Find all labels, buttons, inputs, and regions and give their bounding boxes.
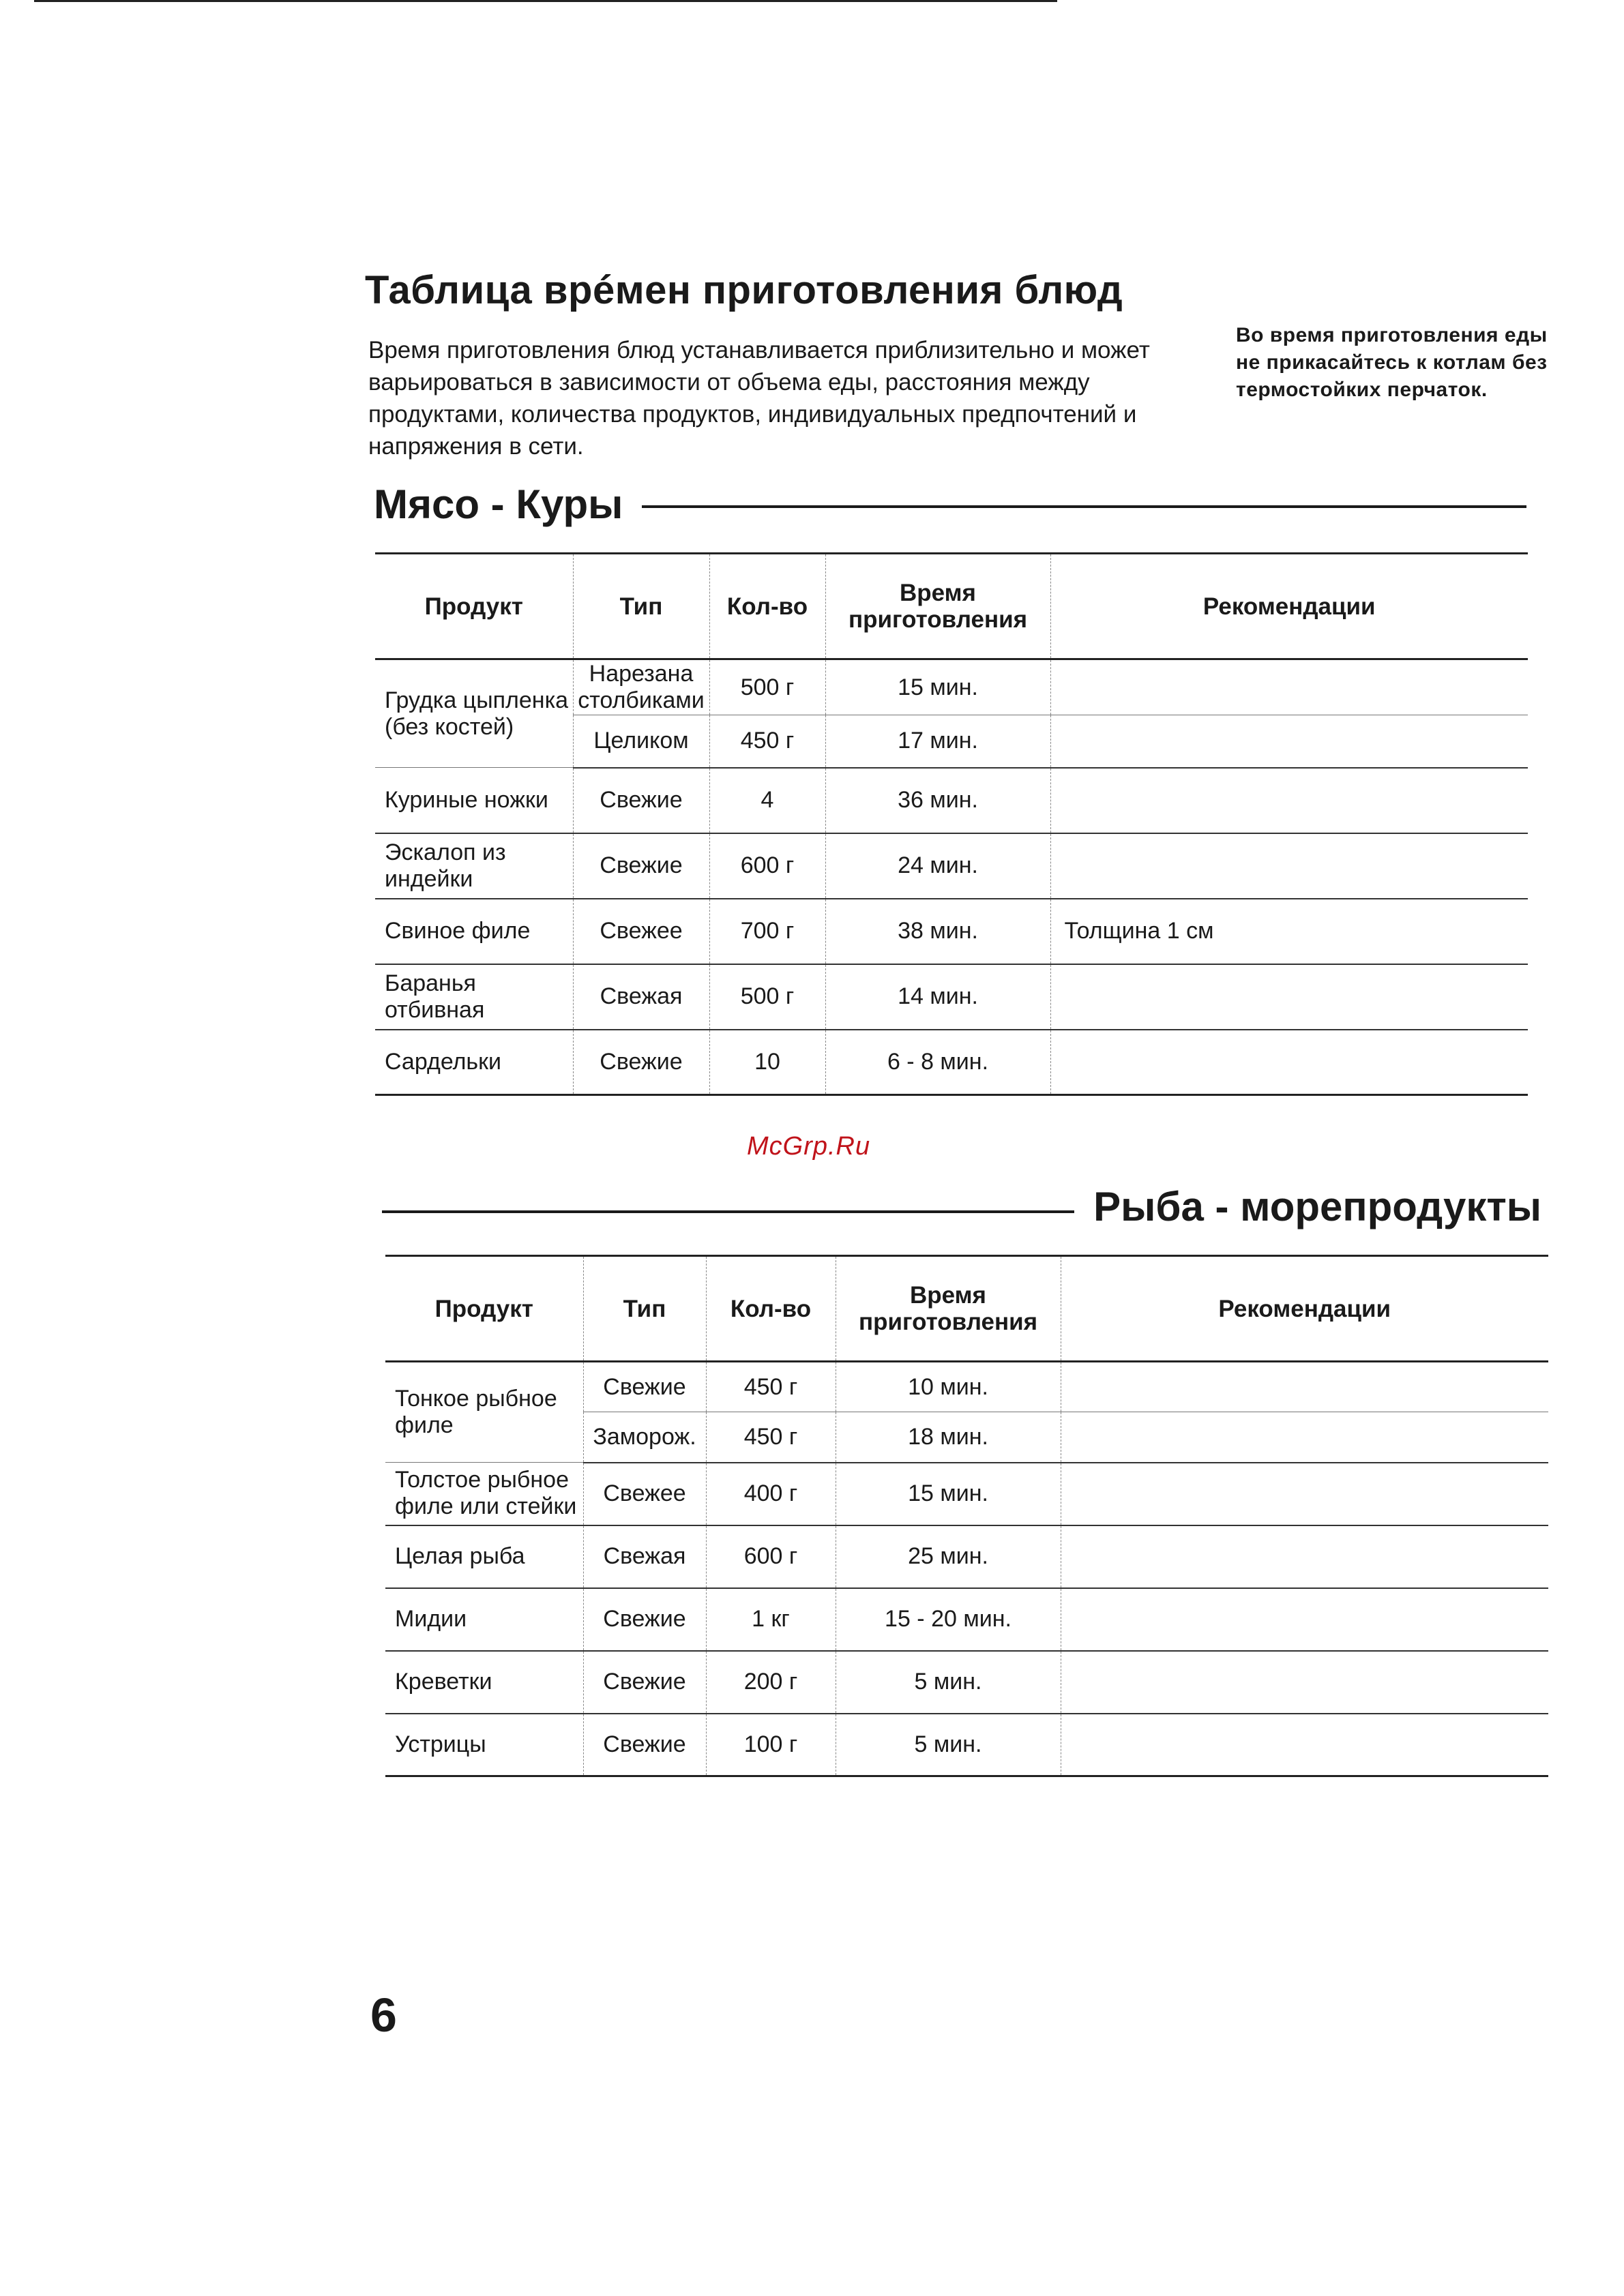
meat-cooking-table [375,552,1528,1096]
cell-type: Свежая [573,964,709,1030]
cell-qty: 10 [709,1030,825,1095]
cell-qty: 500 г [709,964,825,1030]
cell-qty: 4 [709,768,825,833]
cell-time: 15 - 20 мин. [836,1588,1061,1651]
cell-time: 18 мин. [836,1412,1061,1463]
cell-product: Устрицы [385,1714,583,1776]
fish-heading-text: Рыба - морепродукты [1093,1184,1541,1229]
table-row [385,1463,1548,1525]
cell-time: 5 мин. [836,1714,1061,1776]
meat-section-heading [374,481,1526,528]
cell-product: Целая рыба [385,1525,583,1588]
table-row [375,1030,1528,1095]
cell-recommendation [1050,768,1528,833]
table-row [385,1362,1548,1412]
meat-heading-text: Мясо - Куры [374,481,623,527]
col-rec-header: Рекомендации [1050,554,1528,659]
cell-time: 17 мин. [825,715,1050,768]
cell-recommendation [1050,964,1528,1030]
cell-product: Эскалоп из индейки [375,833,573,899]
cell-recommendation [1050,715,1528,768]
cell-type: Свежее [573,899,709,964]
table-row [385,1588,1548,1651]
cell-qty: 1 кг [706,1588,836,1651]
watermark: McGrp.Ru [747,1132,871,1161]
cell-time: 25 мин. [836,1525,1061,1588]
cell-time: 6 - 8 мин. [825,1030,1050,1095]
col-qty-header: Кол-во [706,1256,836,1362]
col-product-header: Продукт [385,1256,583,1362]
col-qty-header: Кол-во [709,554,825,659]
cell-recommendation [1061,1412,1548,1463]
cell-time: 5 мин. [836,1651,1061,1714]
cell-qty: 600 г [709,833,825,899]
table-row [375,659,1528,715]
cell-type: Нарезана столбиками [573,659,709,715]
cell-qty: 400 г [706,1463,836,1525]
cell-recommendation [1061,1714,1548,1776]
cell-type: Целиком [573,715,709,768]
table-row [375,833,1528,899]
cell-time: 36 мин. [825,768,1050,833]
cell-recommendation [1050,659,1528,715]
cell-time: 14 мин. [825,964,1050,1030]
cell-qty: 100 г [706,1714,836,1776]
cell-product: Баранья отбивная [375,964,573,1030]
col-time-header: Время приготовления [825,554,1050,659]
page-title: Таблица врéмен приготовления блюд [365,268,1123,312]
meat-heading-rule [642,505,1526,508]
cell-recommendation [1061,1525,1548,1588]
cell-time: 15 мин. [825,659,1050,715]
cell-product: Тонкое рыбное филе [385,1362,583,1463]
col-time-header: Время приготовления [836,1256,1061,1362]
fish-table-body [385,1362,1548,1776]
cell-recommendation [1061,1362,1548,1412]
cell-product: Грудка цыпленка (без костей) [375,659,573,768]
col-type-header: Тип [583,1256,706,1362]
table-row [385,1525,1548,1588]
cell-type: Свежие [573,768,709,833]
cell-type: Заморож. [583,1412,706,1463]
cell-time: 38 мин. [825,899,1050,964]
table-row [375,899,1528,964]
cell-type: Свежая [583,1525,706,1588]
col-type-header: Тип [573,554,709,659]
cell-qty: 200 г [706,1651,836,1714]
cell-product: Сардельки [375,1030,573,1095]
cell-type: Свежие [573,1030,709,1095]
cell-qty: 450 г [706,1362,836,1412]
fish-cooking-table [385,1255,1548,1777]
fish-heading-rule [382,1210,1074,1213]
page-number: 6 [370,1988,397,2042]
cell-recommendation [1061,1588,1548,1651]
cell-type: Свежие [583,1588,706,1651]
fish-section-heading [382,1183,1541,1230]
table-row [375,964,1528,1030]
cell-recommendation [1061,1651,1548,1714]
cell-product: Толстое рыбное филе или стейки [385,1463,583,1525]
cell-time: 10 мин. [836,1362,1061,1412]
scan-top-edge-line [34,0,1057,2]
cell-recommendation [1050,833,1528,899]
safety-note: Во время приготовления еды не прикасайтесь к котлам без термостойких перчаток. [1236,324,1548,401]
cell-qty: 600 г [706,1525,836,1588]
col-rec-header: Рекомендации [1061,1256,1548,1362]
cell-recommendation [1050,1030,1528,1095]
cell-type: Свежие [573,833,709,899]
cell-qty: 450 г [706,1412,836,1463]
table-header-row [385,1256,1548,1362]
cell-time: 15 мин. [836,1463,1061,1525]
cell-recommendation: Толщина 1 см [1050,899,1528,964]
cell-type: Свежее [583,1463,706,1525]
meat-table-body [375,659,1528,1095]
cell-qty: 450 г [709,715,825,768]
cell-qty: 500 г [709,659,825,715]
cell-recommendation [1061,1463,1548,1525]
cell-type: Свежие [583,1651,706,1714]
col-product-header: Продукт [375,554,573,659]
table-row [375,768,1528,833]
cell-product: Свиное филе [375,899,573,964]
table-header-row [375,554,1528,659]
cell-type: Свежие [583,1362,706,1412]
cell-product: Креветки [385,1651,583,1714]
table-row [385,1651,1548,1714]
table-row [385,1714,1548,1776]
cell-time: 24 мин. [825,833,1050,899]
cell-qty: 700 г [709,899,825,964]
cell-type: Свежие [583,1714,706,1776]
cell-product: Мидии [385,1588,583,1651]
intro-paragraph: Время приготовления блюд устанавливается приблизительно и может варьироваться в зависимости от объема еды, расстояния между продуктами, количества продуктов, индивидуальных предпочтений и напряжения в сети. [368,337,1150,460]
cell-product: Куриные ножки [375,768,573,833]
